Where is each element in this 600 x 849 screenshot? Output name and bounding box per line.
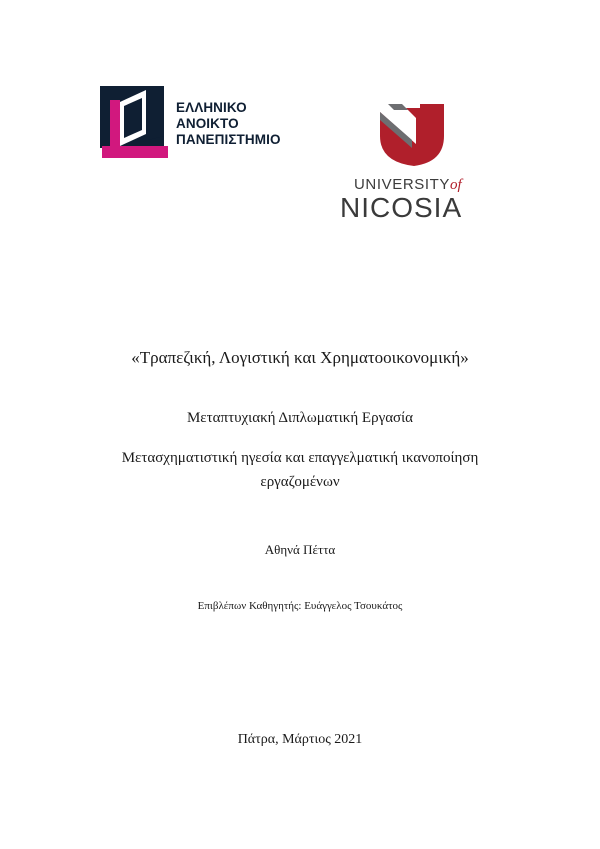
- unic-nicosia-label: NICOSIA: [340, 192, 463, 223]
- author-name: Αθηνά Πέττα: [264, 542, 336, 557]
- place-date: Πάτρα, Μάρτιος 2021: [237, 732, 363, 747]
- hou-name-line1: ΕΛΛΗΝΙΚΟ: [176, 100, 247, 115]
- hou-emblem-icon: [100, 86, 172, 158]
- program-title: «Τραπεζική, Λογιστική και Χρηματοοικονομική»: [131, 348, 469, 367]
- supervisor-line: Επιβλέπων Καθηγητής: Ευάγγελος Τσουκάτος: [197, 600, 403, 612]
- unic-of-label: of: [450, 177, 462, 193]
- university-of-nicosia-logo: [336, 100, 486, 224]
- hellenic-open-university-logo: [100, 86, 290, 158]
- unic-university-label: UNIVERSITYof: [354, 176, 462, 193]
- thesis-type: Μεταπτυχιακή Διπλωματική Εργασία: [186, 410, 414, 426]
- hou-name-line2: ΑΝΟΙΚΤΟ: [176, 116, 239, 131]
- unic-shield-icon: [380, 104, 444, 166]
- hou-name-line3: ΠΑΝΕΠΙΣΤΗΜΙΟ: [176, 132, 281, 147]
- thesis-title-line1: Μετασχηματιστική ηγεσία και επαγγελματική ικανοποίηση: [121, 450, 479, 466]
- thesis-title-line2: εργαζομένων: [260, 474, 340, 490]
